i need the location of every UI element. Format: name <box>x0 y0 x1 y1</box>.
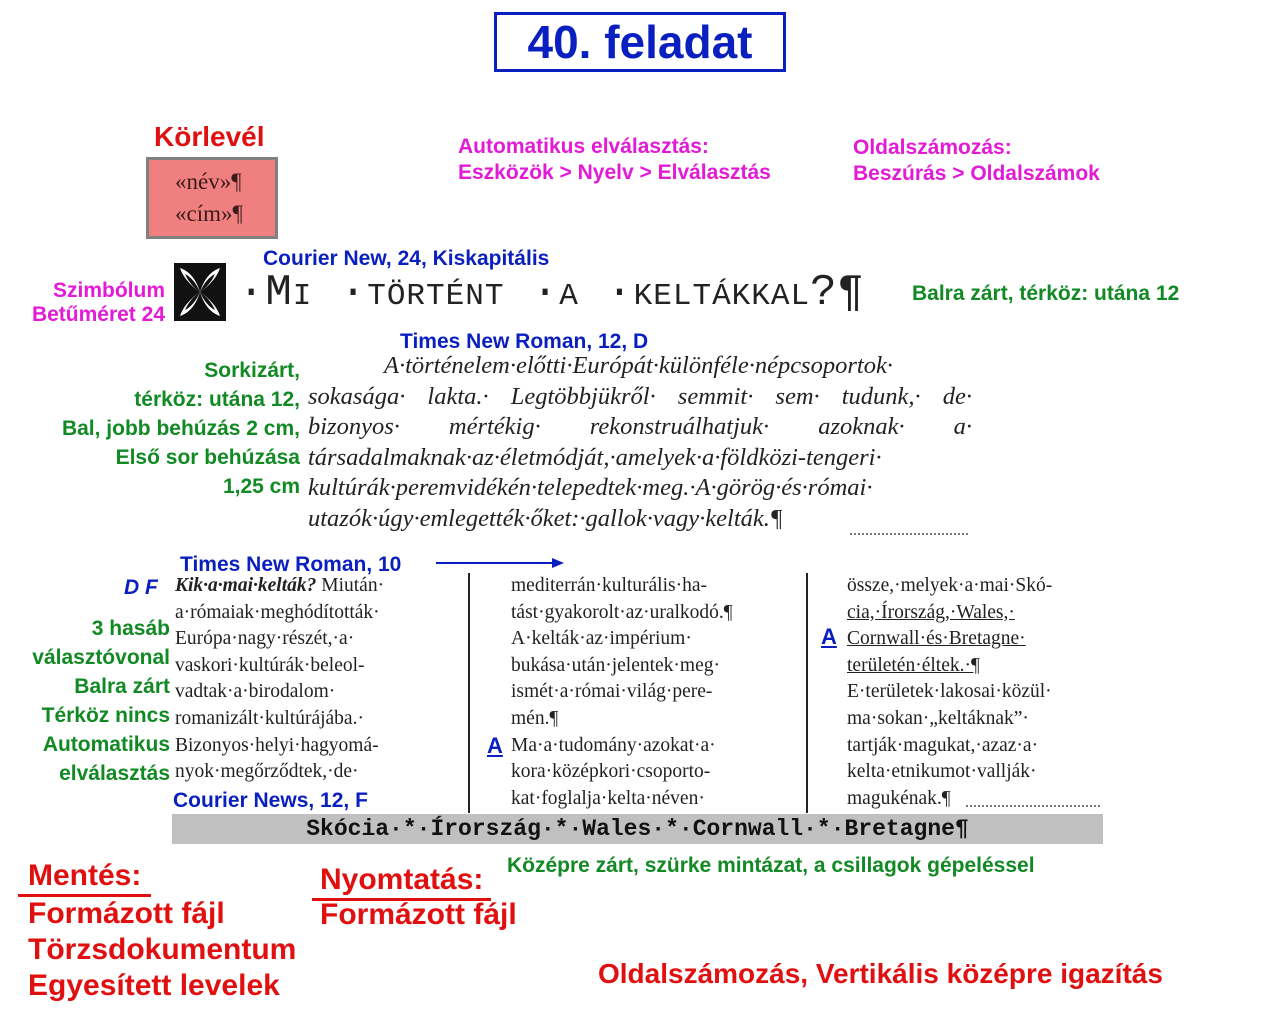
para-format-note-line: Sorkizárt, <box>204 359 300 382</box>
column-line: Európa·nagy·részét,·a· <box>175 628 355 650</box>
column-line: A·kelták·az·impérium· <box>511 628 692 650</box>
column-3 <box>847 573 1052 812</box>
column-2 <box>511 573 733 812</box>
paragraph-line: utazók·úgy·emlegették·őket:·gallok·vagy·kelták.¶ <box>308 504 783 532</box>
merge-title: Körlevél <box>154 121 265 152</box>
column-separator <box>806 573 808 813</box>
para-font-note: Times New Roman, 12, D <box>400 330 649 353</box>
column-line: kora·középkori·csoporto- <box>511 761 711 783</box>
paragraph-line: kultúrák·peremvidékén·telepedtek·meg.·A·görög·és·római· <box>308 474 873 501</box>
column-line: bukása·után·jelentek·meg· <box>511 654 720 676</box>
col-format-note-line: választóvonal <box>32 646 170 669</box>
paragraph-line: bizonyos· mértékig· rekonstruálhatjuk· azoknak· a· <box>308 413 972 440</box>
col-format-note-line: Balra zárt <box>74 675 170 698</box>
col-format-note-line: elválasztás <box>59 762 170 785</box>
para-format-note-line: térköz: utána 12, <box>134 388 300 411</box>
column-line: magukénak.¶ <box>847 787 951 809</box>
df-note: D F <box>124 576 158 599</box>
symbol-note-line: Szimbólum <box>52 279 165 302</box>
page-title: 40. feladat <box>494 12 786 72</box>
col-format-note <box>10 614 170 788</box>
column-line: Ma·a·tudomány·azokat·a· <box>511 734 716 756</box>
column-line: ma·sokan·„keltáknak”· <box>847 707 1029 729</box>
save-item: Formázott fájl <box>28 897 225 930</box>
heading-font-note: Courier New, 24, Kiskapitális <box>263 247 550 270</box>
col-format-note-line: Térköz nincs <box>41 704 170 727</box>
column-line: romanizált·kultúrájába.· <box>175 707 364 729</box>
print-list <box>320 897 517 933</box>
document-heading: ·Mi ·történt ·a ·keltákkal?¶ <box>238 268 865 318</box>
save-item: Törzsdokumentum <box>28 933 297 966</box>
column-line: kelta·etnikumot·vallják· <box>847 761 1037 783</box>
arrow-right-icon <box>436 556 566 570</box>
column-line: vadtak·a·birodalom· <box>175 681 336 703</box>
paragraph-line: A·történelem·előtti·Európát·különféle·népcsoportok· <box>384 352 893 379</box>
column-line: kat·foglalja·kelta·néven· <box>511 787 705 809</box>
column-line: tartják·magukat,·azaz·a· <box>847 734 1039 756</box>
bottom-note: Oldalszámozás, Vertikális középre igazítás <box>598 958 1163 989</box>
column-line: nyok·megőrződtek,·de· <box>175 761 359 783</box>
footer-bar: Skócia·*·Írország·*·Wales·*·Cornwall·*·Bretagne¶ <box>172 814 1103 844</box>
column-line: tást·gyakorolt·az·uralkodó.¶ <box>511 601 733 623</box>
column-line: vaskori·kultúrák·beleol- <box>175 654 365 676</box>
para-format-note-line: 1,25 cm <box>222 475 300 498</box>
paragraph-line: sokasága· lakta.· Legtöbbjükről· semmit· sem· tudunk,· de· <box>308 382 972 410</box>
page-numbering-note-line: Beszúrás > Oldalszámok <box>853 162 1100 185</box>
footer-font-note: Courier News, 12, F <box>173 789 368 812</box>
auto-hyphen-note <box>458 134 771 186</box>
celtic-knot-icon <box>174 263 226 321</box>
merge-field-name: «név»¶ <box>175 169 242 194</box>
para-format-note <box>10 356 300 501</box>
para-format-note-line: Első sor behúzása <box>115 446 300 469</box>
footer-format-note: Középre zárt, szürke mintázat, a csillagok gépeléssel <box>507 854 1035 877</box>
save-list <box>28 896 296 1004</box>
marker-a: A <box>821 624 837 649</box>
col-font-note: Times New Roman, 10 <box>180 553 402 576</box>
column-1 <box>175 573 384 786</box>
page-numbering-note-line: Oldalszámozás: <box>853 136 1012 159</box>
column-line: a·rómaiak·meghódították· <box>175 601 380 623</box>
column-line: területén·éltek.·¶ <box>847 654 980 676</box>
save-title: Mentés: <box>18 858 151 897</box>
print-item: Formázott fájl <box>320 898 517 931</box>
symbol-note <box>10 279 165 327</box>
save-item: Egyesített levelek <box>28 969 280 1002</box>
heading-align-note: Balra zárt, térköz: utána 12 <box>912 282 1180 305</box>
paragraph-end-leader <box>850 533 968 535</box>
body-paragraph <box>308 351 972 534</box>
merge-field-address: «cím»¶ <box>175 201 243 226</box>
column-line: ismét·a·római·világ·pere- <box>511 681 713 703</box>
col-format-note-line: 3 hasáb <box>91 617 170 640</box>
col-format-note-line: Automatikus <box>42 733 170 756</box>
print-title: Nyomtatás: <box>312 862 491 901</box>
column-line: össze,·melyek·a·mai·Skó- <box>847 575 1053 596</box>
column-line: mediterrán·kulturális·ha- <box>511 575 707 596</box>
column-1-lead: Kik·a·mai·kelták? <box>175 575 317 596</box>
auto-hyphen-note-line: Automatikus elválasztás: <box>458 135 709 158</box>
para-format-note-line: Bal, jobb behúzás 2 cm, <box>61 417 300 440</box>
page-numbering-note <box>853 135 1100 187</box>
auto-hyphen-note-line: Eszközök > Nyelv > Elválasztás <box>458 161 771 184</box>
column-line: Bizonyos·helyi·hagyomá- <box>175 734 379 756</box>
column-line: Miután· <box>316 575 385 596</box>
column-line: Cornwall·és·Bretagne· <box>847 628 1026 650</box>
column-line: E·területek·lakosai·közül· <box>847 681 1052 703</box>
symbol-note-line: Betűméret 24 <box>31 303 165 326</box>
merge-fields-box <box>146 157 278 239</box>
marker-a: A <box>487 733 503 758</box>
column-end-leader <box>966 805 1100 807</box>
paragraph-line: társadalmaknak·az·életmódját,·amelyek·a·földközi-tengeri· <box>308 443 882 471</box>
column-separator <box>468 573 470 813</box>
column-line: mén.¶ <box>511 707 559 729</box>
column-line: cia,·Írország,·Wales,· <box>847 601 1015 623</box>
